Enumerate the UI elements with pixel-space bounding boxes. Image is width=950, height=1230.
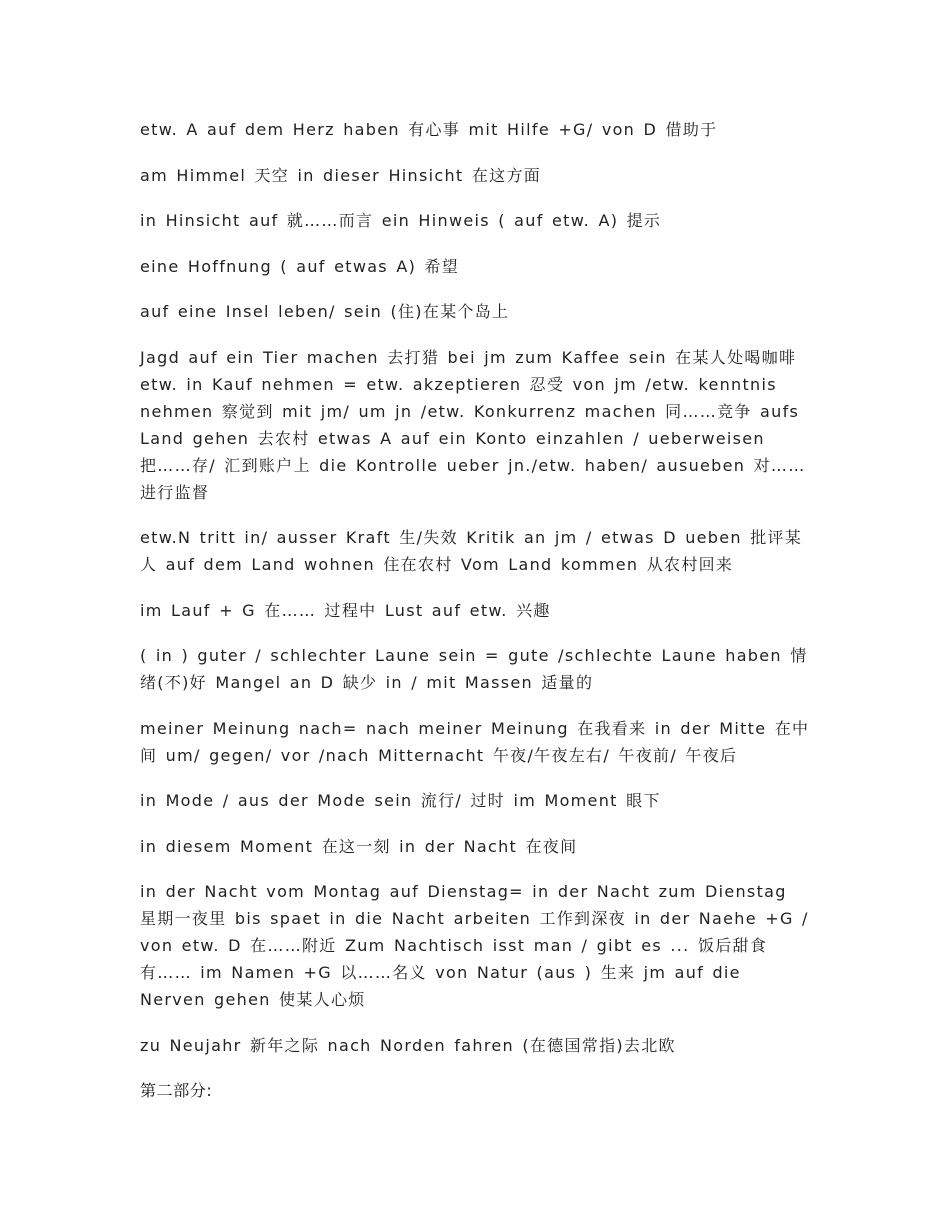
phrase-paragraph-4: eine Hoffnung ( auf etwas A) 希望: [140, 256, 460, 276]
phrase-paragraph-8: im Lauf + G 在…… 过程中 Lust auf etw. 兴趣: [140, 600, 551, 620]
phrase-paragraph-1: etw. A auf dem Herz haben 有心事 mit Hilfe +G/ von D 借助于: [140, 120, 718, 139]
phrase-paragraph-5: auf eine Insel leben/ sein (住)在某个岛上: [140, 302, 510, 321]
phrase-paragraph-9: ( in ) guter / schlechter Laune sein = gute /schlechte Laune haben 情绪(不)好 Mangel an D 缺少 in / mit Massen 适量的: [140, 646, 808, 692]
document-page: [140, 116, 812, 1104]
phrase-paragraph-10: meiner Meinung nach= nach meiner Meinung 在我看来 in der Mitte 在中间 um/ gegen/ vor /nach Mitternacht 午夜/午夜左右/ 午夜前/ 午夜后: [140, 718, 810, 765]
phrase-paragraph-2: am Himmel 天空 in dieser Hinsicht 在这方面: [140, 165, 542, 185]
phrase-paragraph-11: in Mode / aus der Mode sein 流行/ 过时 im Moment 眼下: [140, 791, 661, 810]
phrase-paragraph-6: Jagd auf ein Tier machen 去打猎 bei jm zum Kaffee sein 在某人处喝咖啡 etw. in Kauf nehmen = etw. akzeptieren 忍受 von jm /etw. kenntnis nehmen 察觉到 mit jm/ um jn /etw. Konkurrenz machen 同……竞争 aufs Land gehen 去农村 etwas A auf ein Konto einzahlen / ueberweisen 把……存/ 汇到账户上 die Kontrolle ueber jn./etw. haben/ ausueben 对……进行监督: [140, 347, 806, 502]
phrase-paragraph-7: etw.N tritt in/ ausser Kraft 生/失效 Kritik an jm / etwas D ueben 批评某人 auf dem Land wohnen 住在农村 Vom Land kommen 从农村回来: [140, 528, 803, 574]
phrase-paragraph-12: in diesem Moment 在这一刻 in der Nacht 在夜间: [140, 836, 578, 856]
phrase-paragraph-13: in der Nacht vom Montag auf Dienstag= in der Nacht zum Dienstag 星期一夜里 bis spaet in die Nacht arbeiten 工作到深夜 in der Naehe +G / von etw. D 在……附近 Zum Nachtisch isst man / gibt es ... 饭后甜食有…… im Namen +G 以……名义 von Natur (aus ) 生来 jm auf die Nerven gehen 使某人心烦: [140, 882, 809, 1009]
phrase-paragraph-3: in Hinsicht auf 就……而言 ein Hinweis ( auf etw. A) 提示: [140, 211, 662, 230]
phrase-paragraph-14: zu Neujahr 新年之际 nach Norden fahren (在德国常指)去北欧: [140, 1035, 676, 1055]
section-heading: 第二部分:: [140, 1081, 213, 1100]
